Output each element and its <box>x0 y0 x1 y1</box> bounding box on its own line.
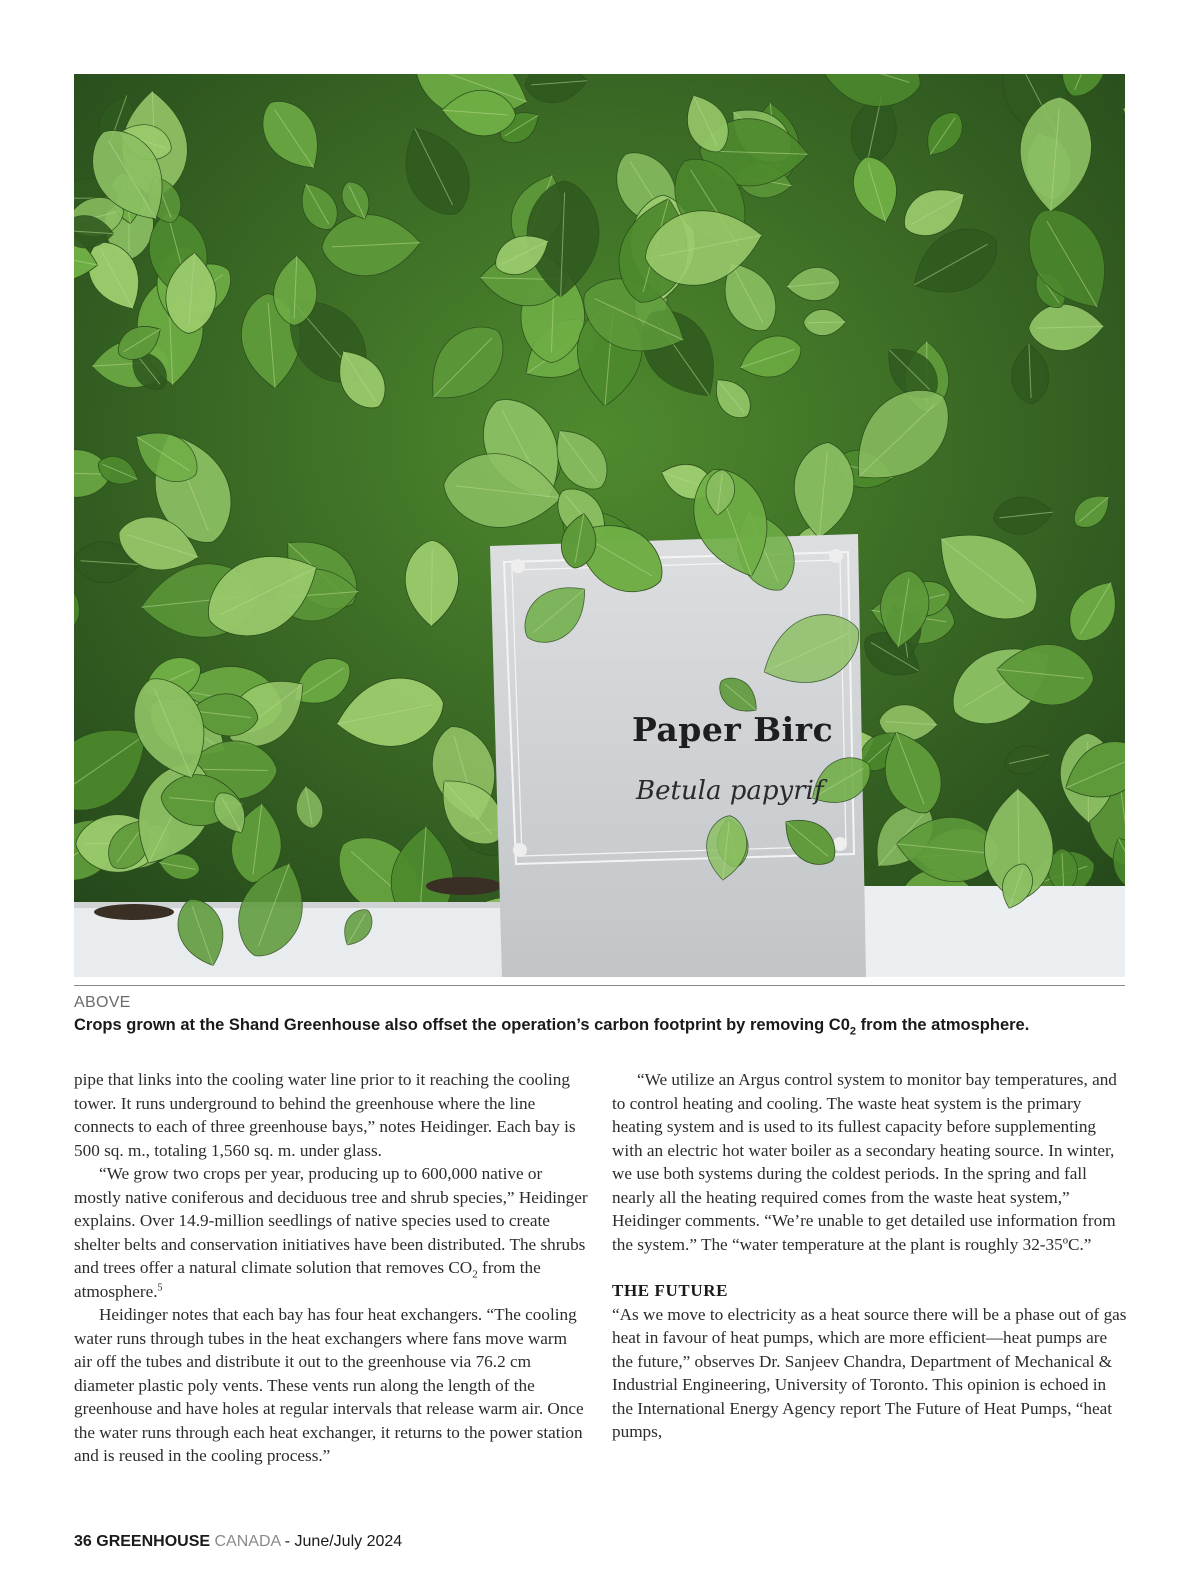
article-right-column <box>612 1068 1127 1444</box>
birch-seedlings-photo <box>74 74 1125 977</box>
caption-divider <box>74 985 1125 986</box>
photo-illustration <box>74 74 1125 977</box>
paragraph: “We grow two crops per year, producing up to 600,000 native or mostly native coniferous and deciduous tree and shrub species,” Heidinger explains. Over 14.9-million seedlings of native species used to create shelter belts and conservation initiatives have been distributed. The shrubs and trees offer a natural climate solution that removes $CO_2$ from the atmosphere.$^5$ <box>74 1164 588 1301</box>
magazine-region: CANADA <box>214 1533 281 1550</box>
issue-date: - June/July 2024 <box>284 1533 403 1550</box>
page-number: 36 <box>74 1533 92 1550</box>
magazine-name: GREENHOUSE <box>96 1533 211 1550</box>
section-heading: THE FUTURE <box>612 1281 729 1300</box>
sign-latin-name: Betula papyrif <box>636 776 824 806</box>
footnote-ref: 5 <box>157 1281 163 1293</box>
article-left-column <box>74 1068 589 1468</box>
caption-label: ABOVE <box>74 994 131 1011</box>
page-footer <box>74 1533 402 1551</box>
paragraph: “As we move to electricity as a heat source there will be a phase out of gas heat in favour of heat pumps, which are more efficient—heat pumps are the future,” observes Dr. Sanjeev Chandra, Department of Mechanical & Industrial Engineering, University of Toronto. This opinion is echoed in the International Energy Agency report The Future of Heat Pumps, “heat pumps, <box>612 1304 1127 1441</box>
paragraph: Heidinger notes that each bay has four heat exchangers. “The cooling water runs through tubes in the heat exchangers where fans move warm air off the tubes and distribute it out to the greenhouse via 76.2 cm diameter plastic poly vents. These vents run along the length of the greenhouse and have holes at regular intervals that release warm air. Once the water runs through each heat exchanger, it returns to the power station and is reused in the cooling process.” <box>74 1305 584 1465</box>
paragraph: pipe that links into the cooling water line prior to it reaching the cooling tower. It runs underground to behind the greenhouse where the line connects to each of three greenhouse bays,” notes Heidinger. Each bay is 500 sq. m., totaling 1,560 sq. m. under glass. <box>74 1070 576 1160</box>
sign-common-name: Paper Birc <box>632 710 834 749</box>
paragraph: “We utilize an Argus control system to monitor bay temperatures, and to control heating and cooling. The waste heat system is the primary heating system and is used to its fullest capacity before supplementing with an electric hot water boiler as a secondary heating source. In winter, we use both systems during the coldest periods. In the spring and fall nearly all the heating required comes from the waste heat system,” Heidinger comments. “We’re unable to get detailed use information from the system.” The “water temperature at the plant is roughly 32-35ºC.” <box>612 1070 1117 1254</box>
caption-text: Crops grown at the Shand Greenhouse also offset the operation’s carbon footprint by removing $C0_2$ from the atmosphere. <box>74 1016 1030 1038</box>
